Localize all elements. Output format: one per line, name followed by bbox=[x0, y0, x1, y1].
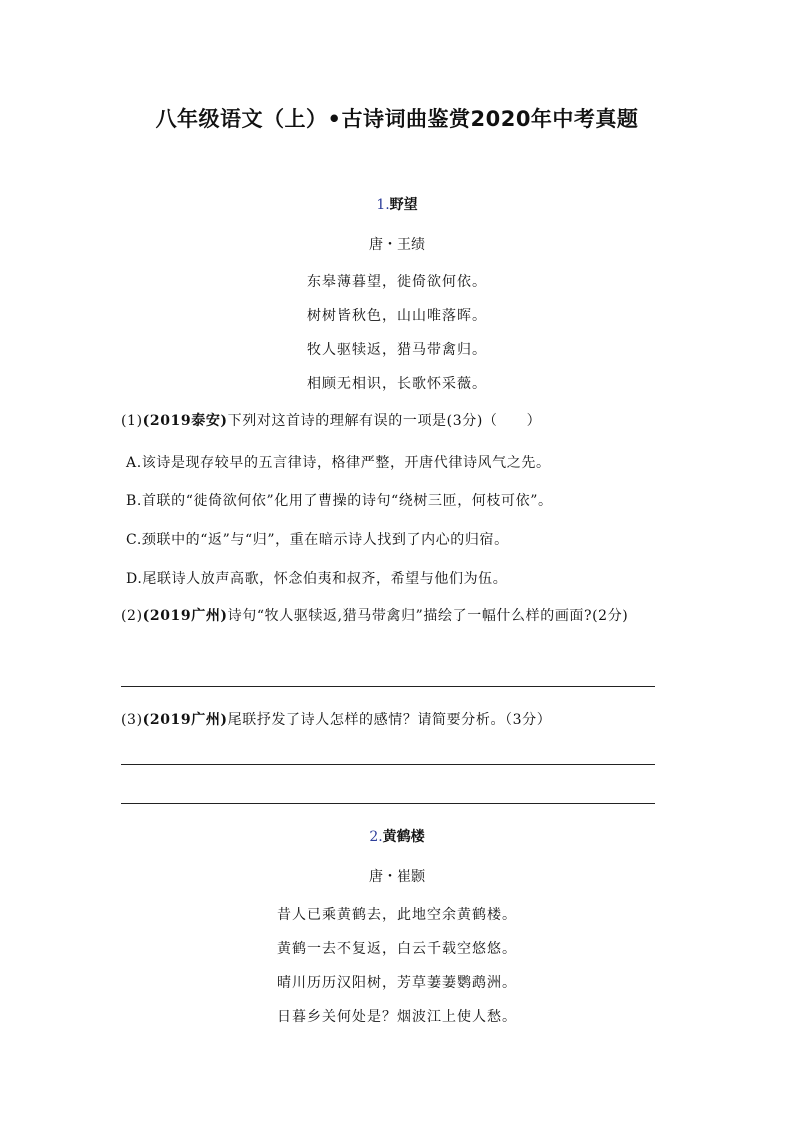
poem-1-number: 1. bbox=[376, 197, 390, 213]
question-3-text: 尾联抒发了诗人怎样的感情？请简要分析。（3分） bbox=[227, 712, 552, 728]
question-1-option-d: D.尾联诗人放声高歌，怀念伯夷和叔齐，希望与他们为伍。 bbox=[126, 571, 508, 587]
question-1-text: 下列对这首诗的理解有误的一项是(3分)（ ） bbox=[227, 413, 542, 429]
question-1-option-c: C.颈联中的“返”与“归”，重在暗示诗人找到了内心的归宿。 bbox=[126, 532, 509, 548]
question-3 bbox=[121, 708, 681, 732]
question-1 bbox=[121, 409, 681, 433]
poem-2-title: 黄鹤楼 bbox=[382, 829, 425, 845]
answer-line bbox=[121, 803, 655, 804]
question-2 bbox=[121, 604, 681, 628]
poem-2-line: 黄鹤一去不复返，白云千载空悠悠。 bbox=[277, 941, 517, 957]
answer-line bbox=[121, 686, 655, 687]
poem-2-line: 日暮乡关何处是？烟波江上使人愁。 bbox=[277, 1009, 517, 1025]
poem-2-line: 晴川历历汉阳树，芳草萋萋鹦鹉洲。 bbox=[277, 975, 517, 991]
question-3-source: (2019广州) bbox=[142, 712, 228, 728]
poem-1-line: 树树皆秋色，山山唯落晖。 bbox=[307, 308, 487, 324]
poem-1-line: 相顾无相识，长歌怀采薇。 bbox=[307, 376, 487, 392]
poem-1-line: 东皋薄暮望，徙倚欲何依。 bbox=[307, 274, 487, 290]
question-1-number: (1) bbox=[121, 413, 143, 429]
poem-2-heading bbox=[0, 826, 794, 846]
question-2-source: (2019广州) bbox=[142, 608, 228, 624]
question-1-source: (2019泰安) bbox=[142, 413, 228, 429]
poem-2-number: 2. bbox=[369, 829, 383, 845]
poem-1-title: 野望 bbox=[389, 197, 418, 213]
poem-1-line: 牧人驱犊返，猎马带禽归。 bbox=[307, 342, 487, 358]
poem-1-heading bbox=[0, 194, 794, 214]
answer-line bbox=[121, 764, 655, 765]
question-2-text: 诗句“牧人驱犊返,猎马带禽归”描绘了一幅什么样的画面?(2分) bbox=[227, 608, 629, 624]
poem-1-author: 唐・王绩 bbox=[369, 237, 425, 253]
question-1-option-b: B.首联的“徙倚欲何依”化用了曹操的诗句“绕树三匝，何枝可依”。 bbox=[126, 493, 553, 509]
question-2-number: (2) bbox=[121, 608, 143, 624]
poem-2-author: 唐・崔颢 bbox=[369, 869, 425, 885]
poem-2-line: 昔人已乘黄鹤去，此地空余黄鹤楼。 bbox=[277, 907, 517, 923]
document-title: 八年级语文（上）•古诗词曲鉴赏2020年中考真题 bbox=[155, 107, 639, 131]
question-1-option-a: A.该诗是现存较早的五言律诗，格律严整，开唐代律诗风气之先。 bbox=[126, 455, 551, 471]
question-3-number: (3) bbox=[121, 712, 143, 728]
